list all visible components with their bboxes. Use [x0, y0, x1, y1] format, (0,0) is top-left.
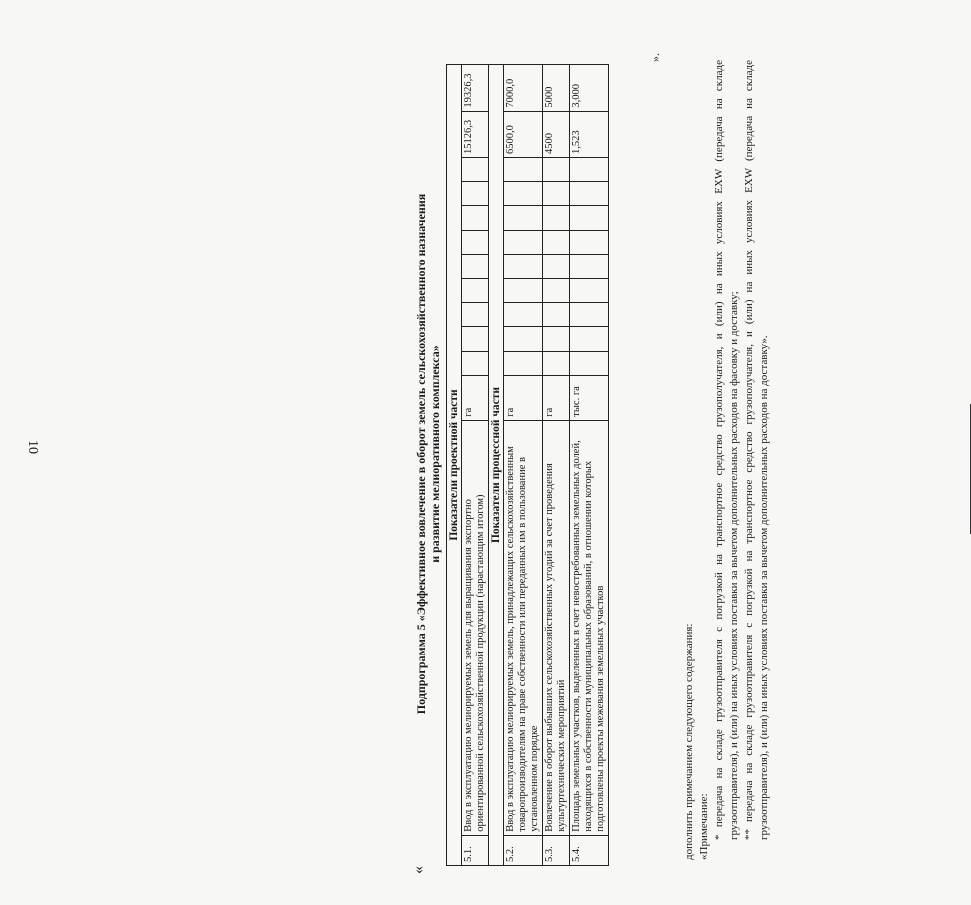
row-unit: га — [504, 375, 543, 420]
note-two: ** передача на складе грузоотправителя с погрузкой на транспортное средство грузополучателя, и (или) на иных условиях EXW (передача на складе грузоотправителя), и (или) на иных условиях поставки за вычетом дополнительных расходов на доставку». — [743, 60, 770, 840]
empty-cell — [504, 230, 543, 254]
empty-cell — [504, 254, 543, 278]
empty-cell — [543, 303, 570, 327]
row-number: 5.2. — [504, 835, 543, 865]
subprogram-title — [414, 54, 442, 854]
row-name: Площадь земельных участков, выделенных в счет невостребованных земельных долей, находящихся в собственности муниципальных образований, в отношении которых подготовлены проекты межевания земельных участков — [570, 420, 609, 835]
row-value-1: 6500,0 — [504, 111, 543, 157]
row-number: 5.3. — [543, 835, 570, 865]
title-line-2: и развитие мелиоративного комплекса» — [428, 345, 442, 563]
row-value-2: 7000,0 — [504, 65, 543, 112]
empty-cell — [543, 278, 570, 302]
empty-cell — [570, 327, 609, 351]
empty-cell — [543, 206, 570, 230]
row-value-1: 15126,3 — [462, 111, 489, 157]
empty-cell — [570, 254, 609, 278]
empty-cell — [504, 206, 543, 230]
table-row — [570, 65, 609, 866]
empty-cell — [543, 254, 570, 278]
empty-cell — [462, 206, 489, 230]
empty-cell — [462, 327, 489, 351]
title-line-1: Подпрограмма 5 «Эффективное вовлечение в оборот земель сельскохозяйственного назначения — [414, 193, 428, 715]
table-row — [462, 65, 489, 866]
row-name: Ввод в эксплуатацию мелиорируемых земель, принадлежащих сельскохозяйственным товаропроизводителям на праве собственности или переданных им в пользование в установленном порядке — [504, 420, 543, 835]
opening-quote: « — [410, 866, 427, 874]
empty-cell — [462, 278, 489, 302]
row-value-1: 1,523 — [570, 111, 609, 157]
row-value-2: 5000 — [543, 65, 570, 112]
row-name: Ввод в эксплуатацию мелиорируемых земель для выращивания экспортно ориентированной сельскохозяйственной продукции (нарастающим итогом) — [462, 420, 489, 835]
document-body — [410, 34, 970, 874]
notes-block — [682, 60, 772, 860]
row-name: Вовлечение в оборот выбывших сельскохозяйственных угодий за счет проведения культуртехнических мероприятий — [543, 420, 570, 835]
empty-cell — [462, 254, 489, 278]
empty-cell — [570, 206, 609, 230]
empty-cell — [462, 182, 489, 206]
table-row — [543, 65, 570, 866]
empty-cell — [543, 158, 570, 182]
empty-cell — [462, 230, 489, 254]
row-value-2: 19326,3 — [462, 65, 489, 112]
empty-cell — [462, 351, 489, 375]
empty-cell — [570, 230, 609, 254]
empty-cell — [504, 351, 543, 375]
empty-cell — [543, 230, 570, 254]
closing-quote: ». — [648, 53, 662, 62]
row-number: 5.1. — [462, 835, 489, 865]
page-number: 10 — [25, 440, 40, 454]
notes-label: «Примечание: — [698, 793, 710, 860]
row-number: 5.4. — [570, 835, 609, 865]
section-title: Показатели процессной части — [489, 65, 504, 866]
section-title: Показатели проектной части — [447, 65, 462, 866]
empty-cell — [570, 303, 609, 327]
empty-cell — [504, 278, 543, 302]
row-value-1: 4500 — [543, 111, 570, 157]
empty-cell — [462, 303, 489, 327]
row-unit: га — [543, 375, 570, 420]
empty-cell — [543, 351, 570, 375]
empty-cell — [570, 158, 609, 182]
empty-cell — [504, 158, 543, 182]
empty-cell — [570, 278, 609, 302]
section-header-project — [447, 65, 462, 866]
section-header-process — [489, 65, 504, 866]
empty-cell — [504, 303, 543, 327]
indicators-table — [446, 64, 609, 866]
empty-cell — [570, 351, 609, 375]
empty-cell — [462, 158, 489, 182]
empty-cell — [504, 327, 543, 351]
empty-cell — [504, 182, 543, 206]
empty-cell — [543, 327, 570, 351]
row-unit: тыс. га — [570, 375, 609, 420]
empty-cell — [543, 182, 570, 206]
table-row — [504, 65, 543, 866]
empty-cell — [570, 182, 609, 206]
notes-intro: дополнить примечанием следующего содержания: — [683, 623, 695, 860]
row-unit: га — [462, 375, 489, 420]
note-one: * передача на складе грузоотправителя с погрузкой на транспортное средство грузополучателя, и (или) на иных условиях EXW (передача на складе грузоотправителя), и (или) на иных условиях поставки за вычетом дополнительных расходов на фасовку и доставку; — [713, 60, 740, 840]
row-value-2: 3,000 — [570, 65, 609, 112]
